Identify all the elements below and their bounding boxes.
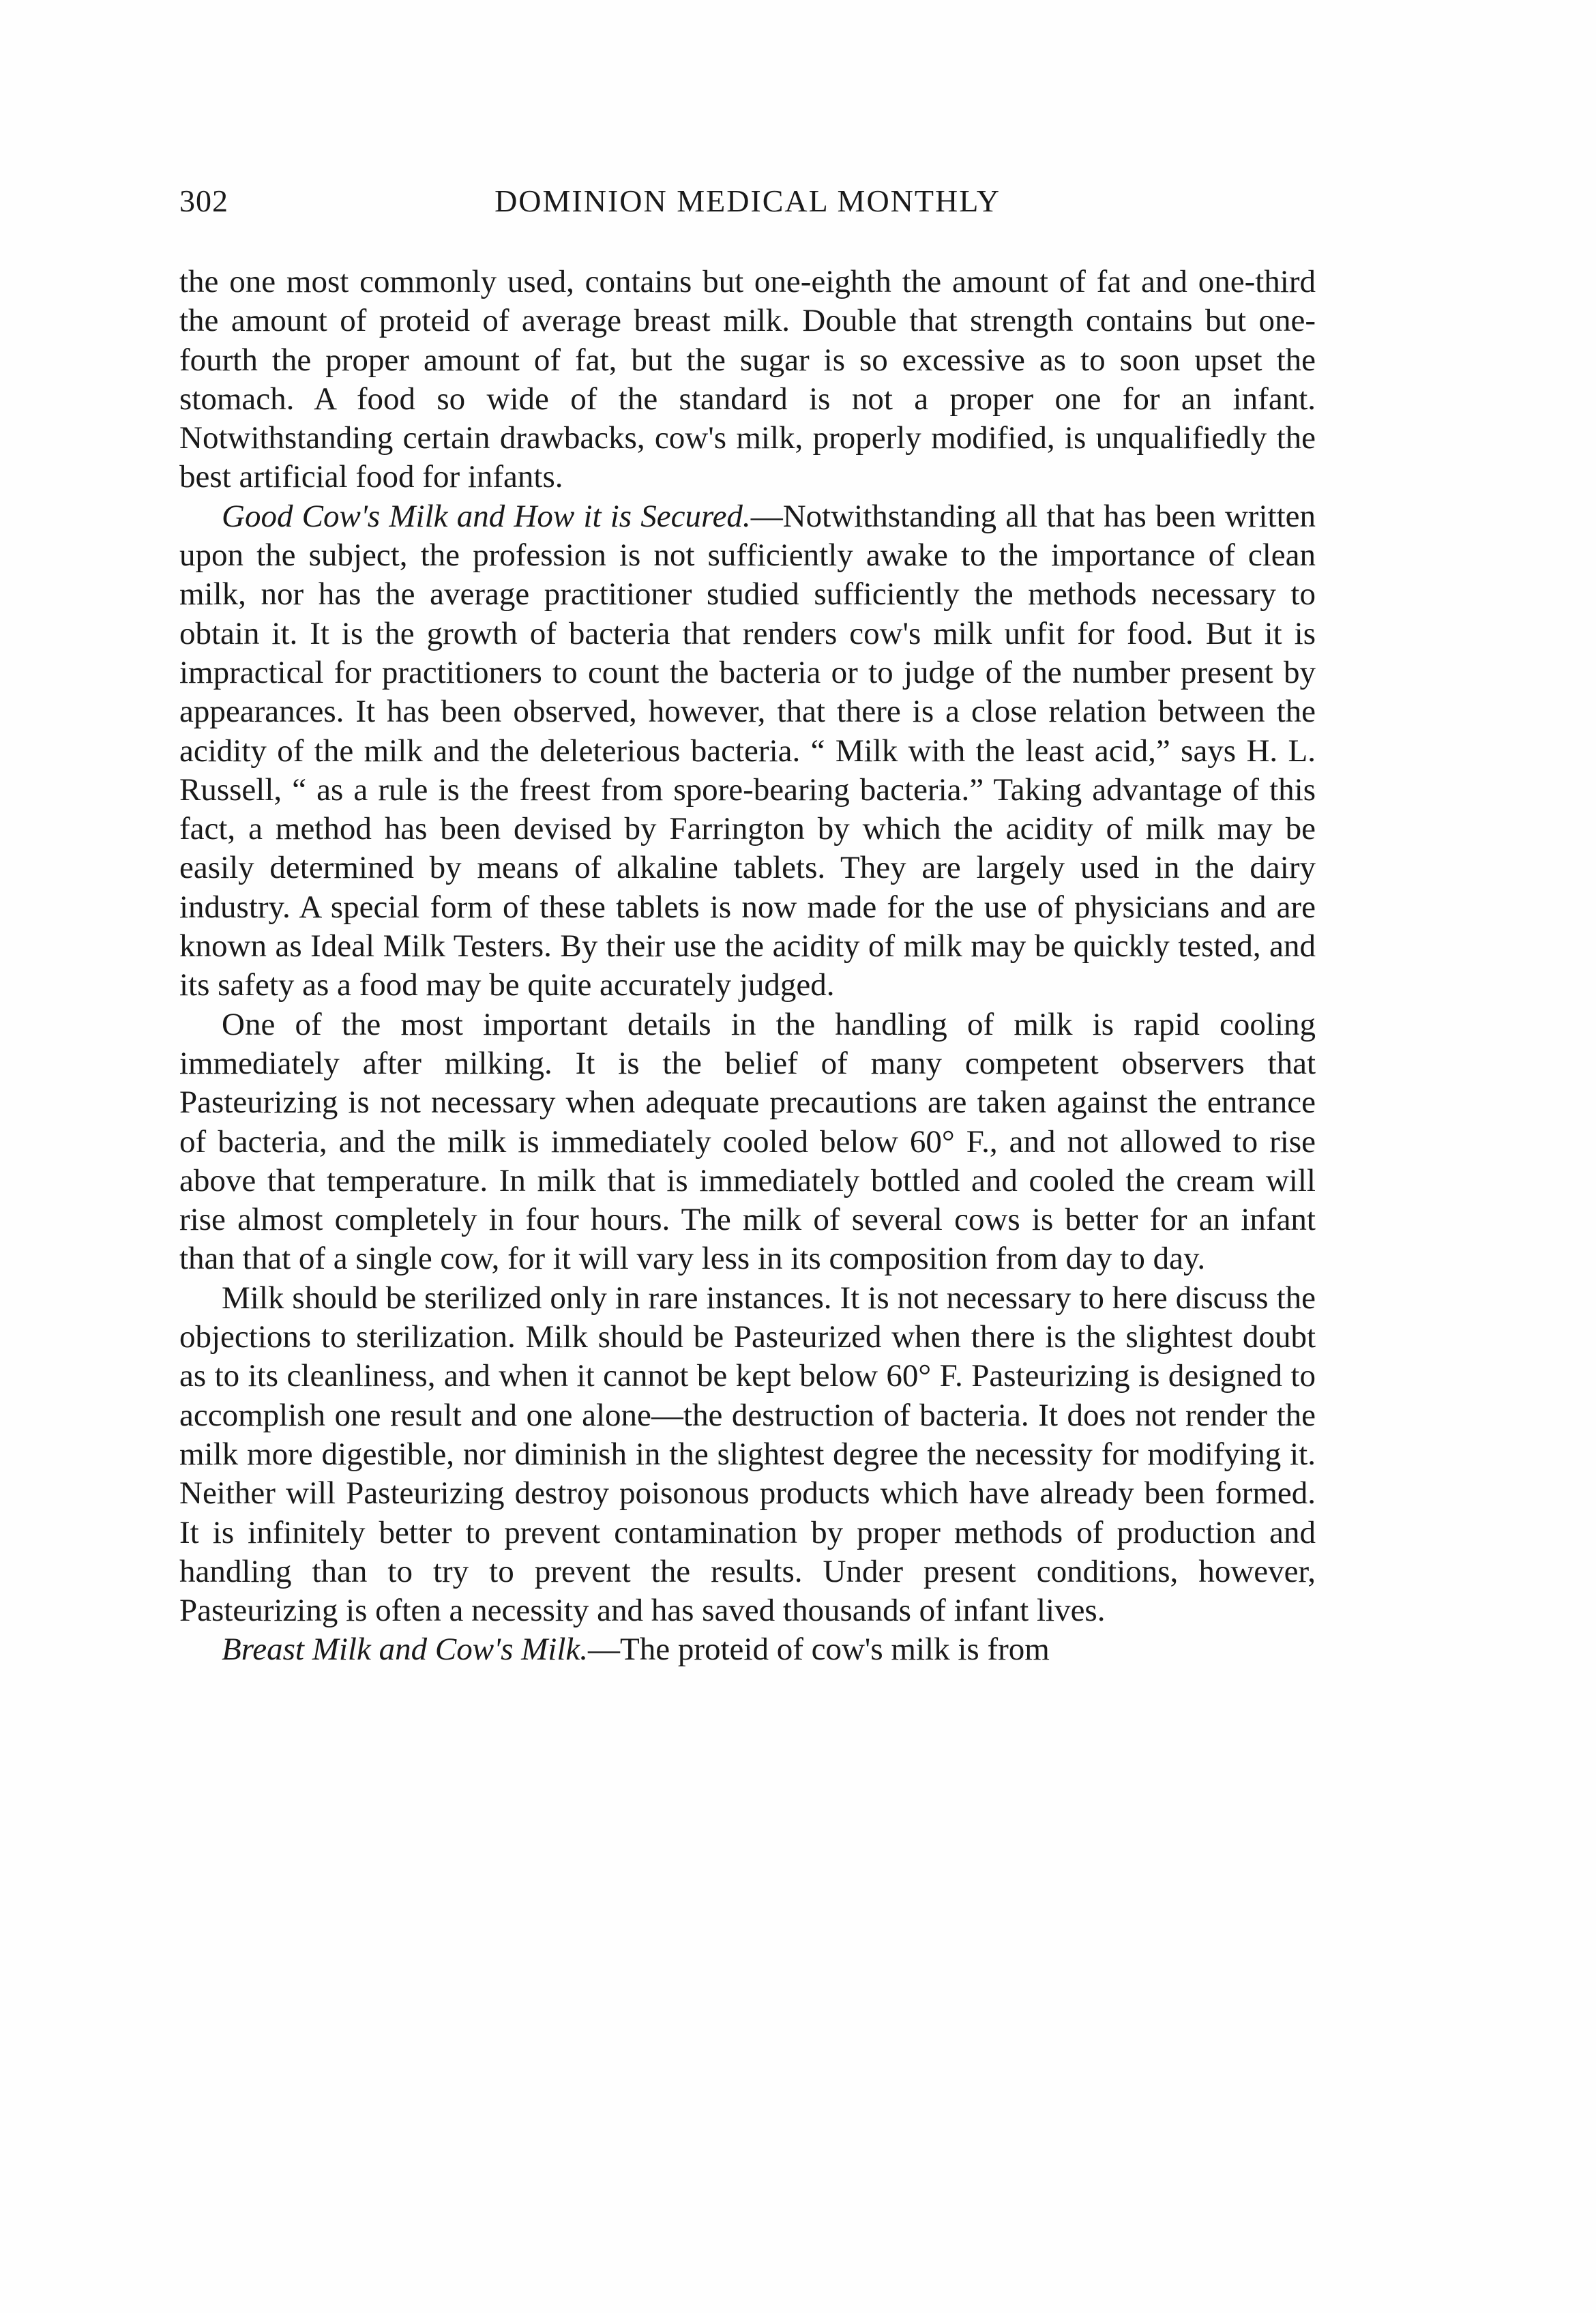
paragraph-sterilization	[179, 1279, 1316, 1631]
paragraph-text: One of the most important details in the handling of milk is rapid cooling immediately after milking. It is the belief of many competent observers that Pasteurizing is not necessary when adequate precautions are taken against the entrance of bacteria, and the milk is immediately cooled below 60° F., and not allowed to rise above that temperature. In milk that is immediately bottled and cooled the cream will rise almost completely in four hours. The milk of several cows is better for an infant than that of a single cow, for it will vary less in its composition from day to day.	[179, 1006, 1316, 1277]
paragraph-text: Milk should be sterilized only in rare instances. It is not necessary to here discuss the objections to sterilization. Milk should be Pasteurized when there is the slightest doubt as to its cleanliness, and when it cannot be kept below 60° F. Pasteurizing is designed to accomplish one result and one alone—the destruction of bacteria. It does not render the milk more digestible, nor diminish in the slightest degree the necessity for modifying it. Neither will Pasteurizing destroy poisonous products which have already been formed. It is infinitely better to prevent contamination by proper methods of production and handling than to try to prevent the results. Under present conditions, however, Pasteurizing is often a necessity and has saved thousands of infant lives.	[179, 1280, 1316, 1629]
paragraph-text: the one most commonly used, contains but one-eighth the amount of fat and one-third the amount of proteid of average breast milk. Double that strength contains but one-fourth the proper amount of fat, but the sugar is so excessive as to soon upset the stomach. A food so wide of the standard is not a proper one for an infant. Notwithstanding certain drawbacks, cow's milk, properly modified, is unqualifiedly the best artificial food for infants.	[179, 264, 1316, 495]
paragraph-rapid-cooling	[179, 1005, 1316, 1279]
section-heading-good-cows-milk: Good Cow's Milk and How it is Secured.	[222, 498, 751, 534]
body-text	[179, 263, 1316, 1670]
section-heading-breast-milk: Breast Milk and Cow's Milk.	[222, 1632, 589, 1668]
paragraph-good-cows-milk	[179, 497, 1316, 1005]
running-head: DOMINION MEDICAL MONTHLY	[494, 183, 1001, 218]
paragraph-text: —Notwithstanding all that has been written upon the subject, the profession is not sufficiently awake to the importance of clean milk, nor has the average practitioner studied sufficiently the methods necessary to obtain it. It is the growth of bacteria that renders cow's milk unfit for food. But it is impractical for practitioners to count the bacteria or to judge of the number present by appearances. It has been observed, however, that there is a close relation between the acidity of the milk and the deleterious bacteria. “ Milk with the least acid,” says H. L. Russell, “ as a rule is the freest from spore-bearing bacteria.” Taking advantage of this fact, a method has been devised by Farrington by which the acidity of milk may be easily determined by means of alkaline tablets. They are largely used in the dairy industry. A special form of these tablets is now made for the use of physicians and are known as Ideal Milk Testers. By their use the acidity of milk may be quickly tested, and its safety as a food may be quite accurately judged.	[179, 498, 1316, 1003]
paragraph-text: —The proteid of cow's milk is from	[588, 1632, 1050, 1668]
paragraph-breast-milk	[179, 1630, 1316, 1669]
page-header	[179, 183, 1316, 231]
page-number: 302	[179, 183, 228, 218]
paragraph-infant-food	[179, 263, 1316, 497]
